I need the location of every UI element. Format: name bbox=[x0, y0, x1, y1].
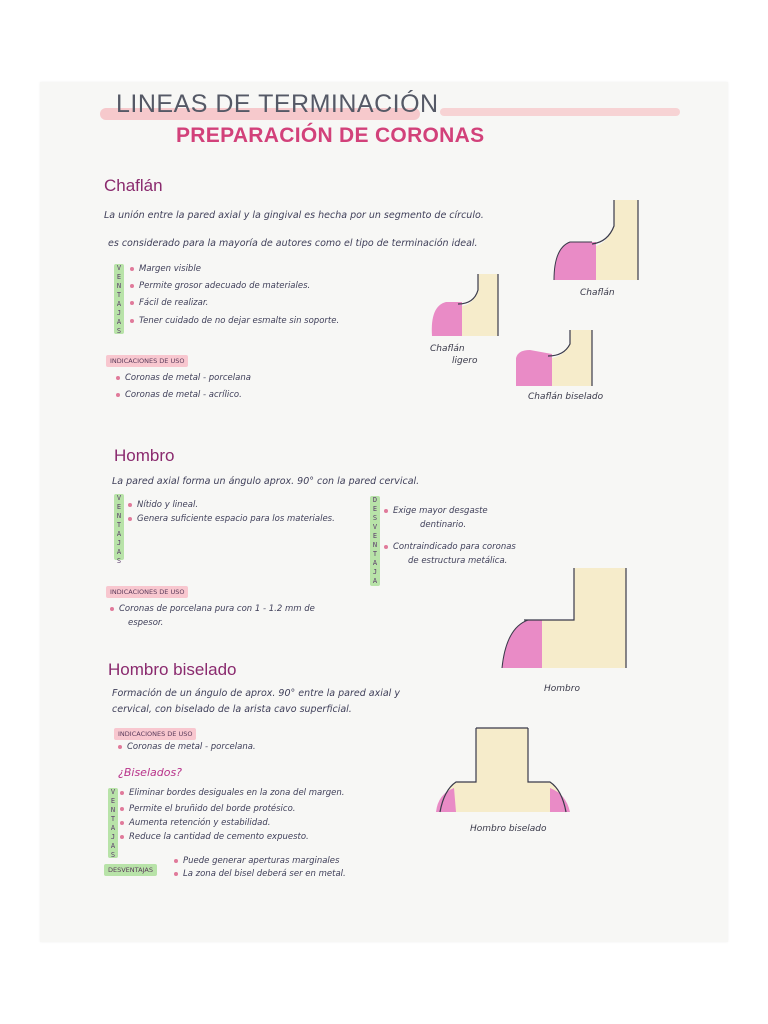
hombro-biselado-ventaja-3: Aumenta retención y estabilidad. bbox=[120, 818, 270, 828]
chaflan-indicacion-2: Coronas de metal - acrílico. bbox=[116, 390, 242, 400]
chaflan-ventajas-label: V E N T A J A S bbox=[114, 264, 124, 334]
hombro-biselado-line-2: cervical, con biselado de la arista cavo superficial. bbox=[112, 704, 352, 715]
hombro-indicacion-1: Coronas de porcelana pura con 1 - 1.2 mm de bbox=[110, 604, 315, 614]
page-subtitle: PREPARACIÓN DE CORONAS bbox=[176, 124, 485, 147]
section-heading-hombro: Hombro bbox=[114, 446, 175, 465]
hombro-biselado-drawing bbox=[434, 724, 574, 816]
hombro-ventaja-1: Nítido y lineal. bbox=[128, 500, 198, 510]
chaflan-line-1: La unión entre la pared axial y la gingival es hecha por un segmento de círculo. bbox=[104, 210, 484, 221]
chaflan-indicacion-1: Coronas de metal - porcelana bbox=[116, 373, 251, 383]
caption-chaflan-ligero-1: Chaflán bbox=[430, 344, 465, 354]
chaflan-ventaja-1: Margen visible bbox=[130, 264, 201, 274]
chaflan-ventaja-4: Tener cuidado de no dejar esmalte sin soporte. bbox=[130, 316, 339, 326]
chaflan-indicaciones-label: INDICACIONES DE USO bbox=[106, 355, 188, 367]
caption-hombro-biselado: Hombro biselado bbox=[470, 824, 547, 834]
chaflan-ventaja-2: Permite grosor adecuado de materiales. bbox=[130, 281, 310, 291]
hombro-indicaciones-label: INDICACIONES DE USO bbox=[106, 586, 188, 598]
hombro-drawing bbox=[498, 564, 632, 672]
hombro-biselado-indicaciones-label: INDICACIONES DE USO bbox=[114, 728, 196, 740]
hombro-biselado-desventajas-label: DESVENTAJAS bbox=[104, 864, 157, 876]
biselados-question: ¿Biselados? bbox=[118, 766, 183, 779]
hombro-desventaja-2: Contraindicado para coronas bbox=[384, 542, 516, 552]
hombro-ventaja-2: Genera suficiente espacio para los materiales. bbox=[128, 514, 335, 524]
chaflan-ligero-drawing bbox=[428, 270, 504, 340]
hombro-desventaja-1: Exige mayor desgaste bbox=[384, 506, 488, 516]
hombro-biselado-ventaja-4: Reduce la cantidad de cemento expuesto. bbox=[120, 832, 309, 842]
page-title: LINEAS DE TERMINACIÓN bbox=[116, 90, 439, 118]
hombro-desventaja-2b: de estructura metálica. bbox=[408, 556, 508, 566]
title-highlight-right bbox=[440, 108, 680, 116]
hombro-desventaja-1b: dentinario. bbox=[420, 520, 467, 530]
caption-hombro: Hombro bbox=[544, 684, 580, 694]
hombro-biselado-ventajas-label: V E N T A J A S bbox=[108, 788, 118, 858]
hombro-biselado-line-1: Formación de un ángulo de aprox. 90° entre la pared axial y bbox=[112, 688, 400, 699]
hombro-indicacion-1b: espesor. bbox=[128, 618, 164, 628]
hombro-biselado-desventaja-2: La zona del bisel deberá ser en metal. bbox=[174, 869, 346, 879]
caption-chaflan: Chaflán bbox=[580, 288, 615, 298]
hombro-desventajas-label: D E S V E N T A J A bbox=[370, 496, 380, 586]
hombro-biselado-ventaja-2: Permite el bruñido del borde protésico. bbox=[120, 804, 296, 814]
hombro-biselado-desventaja-1: Puede generar aperturas marginales bbox=[174, 856, 339, 866]
chaflan-drawing bbox=[548, 196, 648, 286]
section-heading-hombro-biselado: Hombro biselado bbox=[108, 660, 237, 679]
caption-chaflan-biselado: Chaflán biselado bbox=[528, 392, 604, 402]
chaflan-biselado-drawing bbox=[512, 328, 602, 390]
hombro-biselado-indicacion-1: Coronas de metal - porcelana. bbox=[118, 742, 256, 752]
hombro-line-1: La pared axial forma un ángulo aprox. 90° con la pared cervical. bbox=[112, 476, 420, 487]
hombro-biselado-ventaja-1: Eliminar bordes desiguales en la zona del margen. bbox=[120, 788, 344, 798]
chaflan-line-2: es considerado para la mayoría de autores como el tipo de terminación ideal. bbox=[108, 238, 478, 249]
caption-chaflan-ligero-2: ligero bbox=[452, 356, 478, 366]
section-heading-chaflan: Chaflán bbox=[104, 176, 163, 195]
chaflan-ventaja-3: Fácil de realizar. bbox=[130, 298, 208, 308]
hombro-ventajas-label: V E N T A J A S bbox=[114, 494, 124, 560]
